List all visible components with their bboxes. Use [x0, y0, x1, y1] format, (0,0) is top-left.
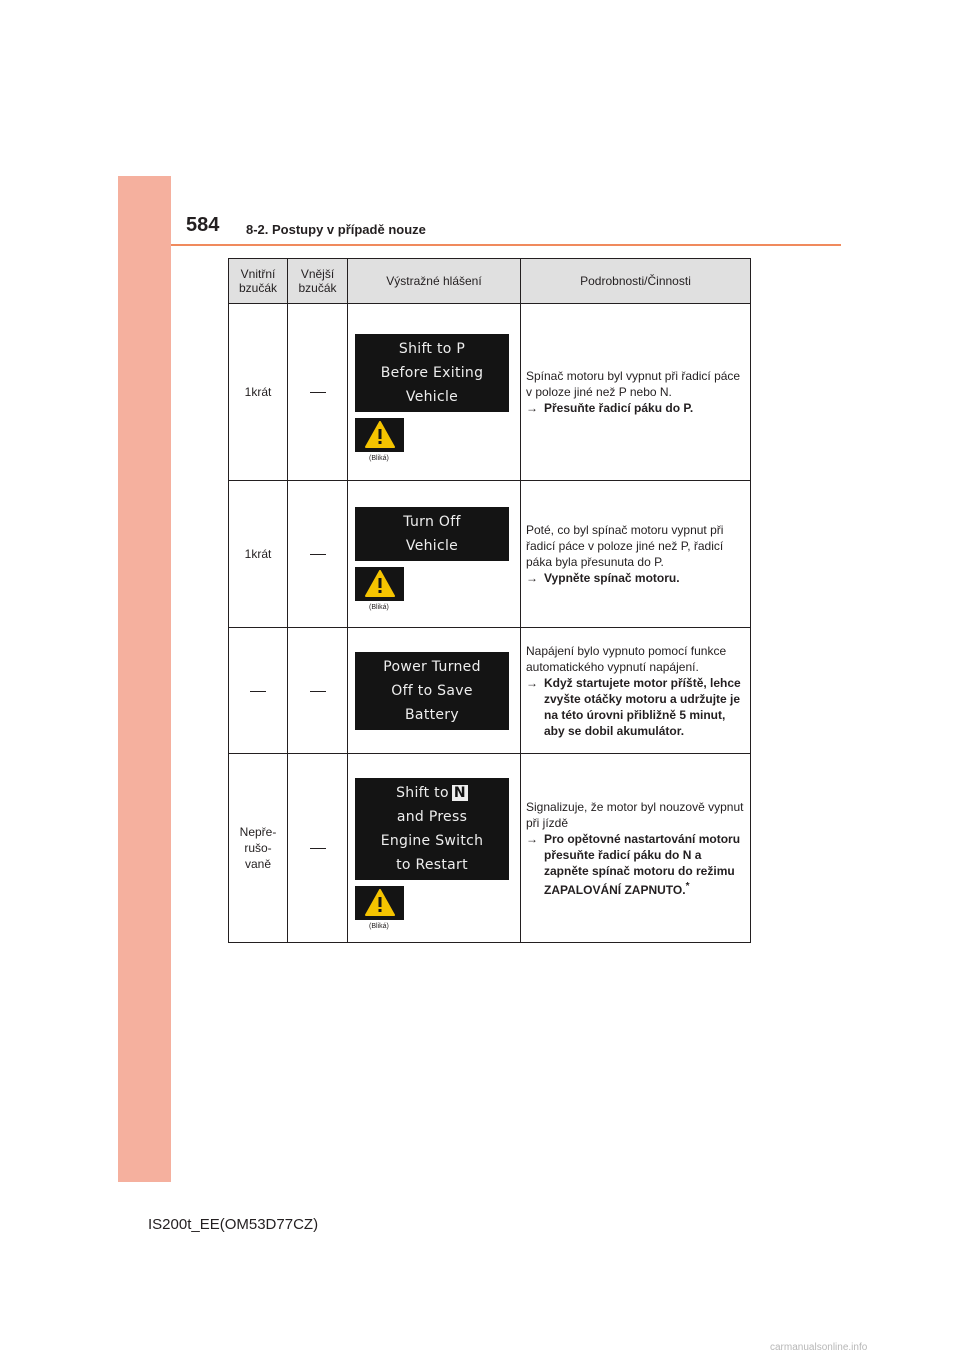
document-code: IS200t_EE(OM53D77CZ)	[148, 1216, 319, 1233]
details-cell	[521, 481, 751, 628]
warning-indicator	[355, 418, 404, 452]
external-buzzer-cell	[288, 481, 348, 628]
display-screen: Power Turned Off to Save Battery	[355, 652, 509, 730]
warning-indicator	[355, 886, 404, 920]
table-row	[229, 754, 751, 943]
dash-mark	[310, 392, 326, 393]
display-screen: Shift to N and Press Engine Switch to Restart	[355, 778, 509, 880]
chapter-sidebar	[118, 176, 171, 1182]
page-number: 584	[186, 214, 220, 236]
detail-text: Poté, co byl spínač motoru vypnut při řadicí páce v poloze jiné než P, řadicí páka byla přesunuta do P.	[526, 523, 724, 569]
details-cell	[521, 304, 751, 481]
warning-message-cell	[348, 628, 521, 754]
warning-indicator	[355, 567, 404, 601]
footnote-mark: *	[685, 880, 690, 892]
external-buzzer-cell	[288, 628, 348, 754]
arrow-icon: →	[526, 675, 538, 690]
table-row	[229, 628, 751, 754]
warning-triangle-icon	[365, 889, 395, 917]
arrow-icon: →	[526, 401, 538, 415]
warning-message-cell	[348, 481, 521, 628]
internal-buzzer-cell: 1krát	[229, 481, 288, 628]
header-warning-message: Výstražné hlášení	[348, 259, 521, 304]
details-cell	[521, 628, 751, 754]
table-row	[229, 481, 751, 628]
action-text: → Vypněte spínač motoru.	[526, 571, 680, 585]
dash-mark	[310, 691, 326, 692]
warning-message-cell	[348, 754, 521, 943]
warning-triangle-icon	[365, 421, 395, 449]
dash-mark	[310, 554, 326, 555]
dash-mark	[310, 848, 326, 849]
action-text: → Když startujete motor příště, lehce zvyšte otáčky motoru a udržujte je na této úrovni přibližně 5 minut, aby se dobil akumulátor.	[526, 675, 741, 738]
internal-buzzer-cell	[229, 628, 288, 754]
shift-n-badge: N	[453, 785, 466, 801]
detail-text: Signalizuje, že motor byl nouzově vypnut při jízdě	[526, 799, 744, 830]
blink-note: (Bliká)	[369, 923, 389, 930]
details-cell	[521, 754, 751, 943]
internal-buzzer-cell: 1krát	[229, 304, 288, 481]
detail-text: Napájení bylo vypnuto pomocí funkce automatického vypnutí napájení.	[526, 643, 727, 674]
arrow-icon: →	[526, 831, 538, 846]
arrow-icon: →	[526, 571, 538, 585]
action-text: → Pro opětovné nastartování motoru přesuňte řadicí páku do N a zapněte spínač motoru do režimu ZAPALOVÁNÍ ZAPNUTO.*	[526, 831, 741, 897]
header-details-actions: Podrobnosti/Činnosti	[521, 259, 751, 304]
display-screen: Shift to P Before Exiting Vehicle	[355, 334, 509, 412]
section-title: 8-2. Postupy v případě nouze	[246, 222, 426, 237]
warning-message-cell	[348, 304, 521, 481]
blink-note: (Bliká)	[369, 604, 389, 611]
external-buzzer-cell	[288, 754, 348, 943]
header-divider	[171, 244, 841, 246]
action-text: → Přesuňte řadicí páku do P.	[526, 401, 694, 415]
display-screen: Turn Off Vehicle	[355, 507, 509, 561]
dash-mark	[250, 691, 266, 692]
warning-triangle-icon	[365, 570, 395, 598]
internal-buzzer-cell: Nepře- rušo- vaně	[229, 754, 288, 943]
table-row	[229, 304, 751, 481]
detail-text: Spínač motoru byl vypnut při řadicí páce v poloze jiné než P nebo N.	[526, 369, 741, 399]
blink-note: (Bliká)	[369, 455, 389, 462]
header-internal-buzzer: Vnitřní bzučák	[229, 259, 288, 304]
external-buzzer-cell	[288, 304, 348, 481]
watermark: carmanualsonline.info	[770, 1342, 868, 1353]
header-external-buzzer: Vnější bzučák	[288, 259, 348, 304]
table-header-row	[229, 259, 751, 304]
warning-message-table	[228, 258, 751, 943]
